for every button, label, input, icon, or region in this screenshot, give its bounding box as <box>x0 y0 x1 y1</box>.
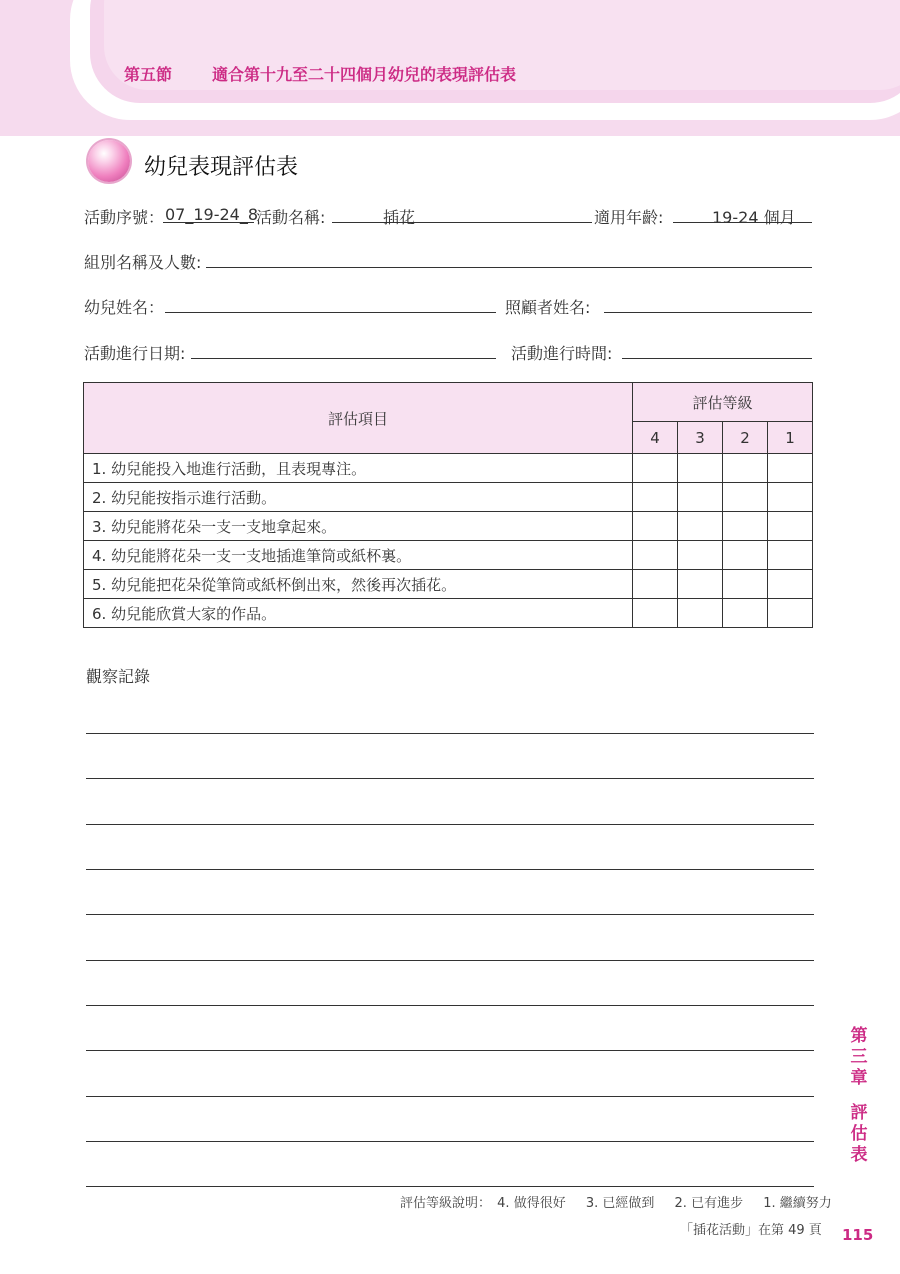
child-name-line <box>165 312 496 313</box>
legend-item: 2. 已有進步 <box>674 1196 744 1211</box>
grade-cell[interactable] <box>723 454 768 483</box>
table-row <box>84 541 813 570</box>
grade-cell[interactable] <box>723 483 768 512</box>
observation-line <box>86 1005 814 1006</box>
grade-cell[interactable] <box>678 512 723 541</box>
grade-cell[interactable] <box>678 454 723 483</box>
activity-name-line <box>332 222 592 223</box>
grade-3-header: 3 <box>678 422 723 454</box>
age-value: 19-24 個月 <box>712 208 796 227</box>
grade-cell[interactable] <box>768 512 813 541</box>
assessment-item: 6. 幼兒能欣賞大家的作品。 <box>84 599 633 628</box>
time-label: 活動進行時間: <box>511 344 613 363</box>
observation-line <box>86 824 814 825</box>
grade-legend <box>400 1192 832 1211</box>
table-row <box>84 570 813 599</box>
grade-cell[interactable] <box>633 599 678 628</box>
assessment-item: 2. 幼兒能按指示進行活動。 <box>84 483 633 512</box>
assessment-item: 5. 幼兒能把花朵從筆筒或紙杯倒出來，然後再次插花。 <box>84 570 633 599</box>
grade-cell[interactable] <box>678 541 723 570</box>
section-number: 第五節 <box>124 65 173 84</box>
grade-cell[interactable] <box>633 454 678 483</box>
grade-cell[interactable] <box>768 599 813 628</box>
observation-line <box>86 1096 814 1097</box>
side-tab-char: 估 <box>850 1124 868 1144</box>
group-label: 組別名稱及人數: <box>84 253 202 272</box>
assessment-item: 4. 幼兒能將花朵一支一支地插進筆筒或紙杯裏。 <box>84 541 633 570</box>
grade-cell[interactable] <box>633 541 678 570</box>
activity-no-label: 活動序號： <box>84 208 165 227</box>
side-tab-char: 三 <box>850 1047 868 1067</box>
grade-cell[interactable] <box>678 599 723 628</box>
side-tab-char: 第 <box>850 1026 868 1046</box>
observation-line <box>86 1186 814 1187</box>
grade-cell[interactable] <box>678 570 723 599</box>
grade-cell[interactable] <box>768 570 813 599</box>
legend-item: 1. 繼續努力 <box>763 1196 832 1211</box>
grade-cell[interactable] <box>678 483 723 512</box>
observation-title: 觀察記錄 <box>86 667 151 686</box>
side-tab-char: 章 <box>850 1068 868 1088</box>
observation-line <box>86 1141 814 1142</box>
grade-cell[interactable] <box>768 454 813 483</box>
observation-line <box>86 778 814 779</box>
activity-no-value: 07_19-24_8 <box>165 205 259 224</box>
assessment-item: 3. 幼兒能將花朵一支一支地拿起來。 <box>84 512 633 541</box>
legend-item: 3. 已經做到 <box>585 1196 655 1211</box>
chapter-side-tab <box>848 1026 870 1166</box>
side-tab-char: 表 <box>850 1145 868 1165</box>
page-number: 115 <box>842 1226 874 1244</box>
group-line <box>206 267 812 268</box>
grade-cell[interactable] <box>768 541 813 570</box>
grade-cell[interactable] <box>723 570 768 599</box>
side-tab-char: 評 <box>850 1103 868 1123</box>
observation-line <box>86 914 814 915</box>
observation-line <box>86 960 814 961</box>
caregiver-label: 照顧者姓名: <box>505 298 591 317</box>
date-line <box>191 358 496 359</box>
table-row <box>84 454 813 483</box>
table-row <box>84 599 813 628</box>
assessment-item: 1. 幼兒能投入地進行活動，且表現專注。 <box>84 454 633 483</box>
legend-label: 評估等級說明： <box>400 1196 492 1211</box>
section-title: 適合第十九至二十四個月幼兒的表現評估表 <box>212 65 517 84</box>
grade-1-header: 1 <box>768 422 813 454</box>
grade-cell[interactable] <box>723 541 768 570</box>
time-line <box>622 358 812 359</box>
item-header: 評估項目 <box>84 383 633 454</box>
grade-4-header: 4 <box>633 422 678 454</box>
caregiver-line <box>604 312 812 313</box>
age-label: 適用年齡: <box>594 208 664 227</box>
grade-cell[interactable] <box>633 483 678 512</box>
grade-header: 評估等級 <box>633 383 813 422</box>
grade-2-header: 2 <box>723 422 768 454</box>
table-row <box>84 512 813 541</box>
grade-cell[interactable] <box>633 512 678 541</box>
observation-line <box>86 869 814 870</box>
activity-name-value: 插花 <box>383 208 416 227</box>
pink-orb-icon <box>88 140 130 182</box>
legend-item: 4. 做得很好 <box>497 1196 566 1211</box>
date-label: 活動進行日期: <box>84 344 186 363</box>
table-row <box>84 483 813 512</box>
activity-name-label: 活動名稱: <box>256 208 326 227</box>
form-title: 幼兒表現評估表 <box>144 155 299 180</box>
assessment-table <box>83 382 813 628</box>
grade-cell[interactable] <box>723 512 768 541</box>
observation-line <box>86 1050 814 1051</box>
grade-cell[interactable] <box>723 599 768 628</box>
observation-line <box>86 733 814 734</box>
grade-cell[interactable] <box>768 483 813 512</box>
child-name-label: 幼兒姓名： <box>84 298 165 317</box>
activity-reference: 「插花活動」在第 49 頁 <box>680 1223 822 1238</box>
grade-cell[interactable] <box>633 570 678 599</box>
